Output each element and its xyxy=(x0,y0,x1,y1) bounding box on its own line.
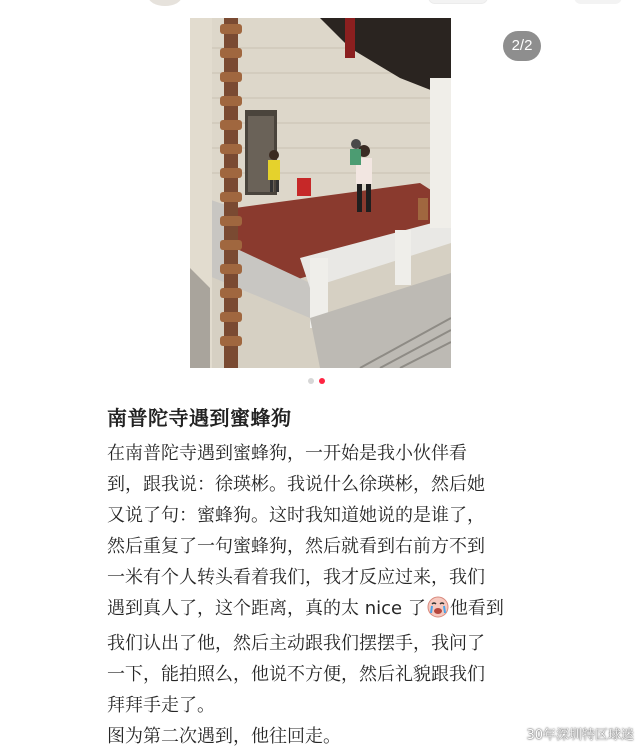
post-line-part: 遇到真人了，这个距离，真的太 nice 了 xyxy=(107,598,426,619)
carousel-indicator xyxy=(308,378,325,386)
post-line-part: 他看到 xyxy=(449,598,504,619)
post-line: 一米有个人转头看着我们，我才反应过来，我们 xyxy=(107,567,485,588)
post-line-with-emoji xyxy=(107,593,527,628)
post-photo[interactable] xyxy=(190,18,451,368)
photo-page-counter: 2/2 xyxy=(503,31,541,61)
post-line: 一下，能拍照么，他说不方便，然后礼貌跟我们 xyxy=(107,664,485,685)
carousel-dot-2[interactable] xyxy=(319,378,325,384)
watermark: 30年深圳特区球迷 xyxy=(526,728,634,743)
carousel-dot-1[interactable] xyxy=(308,378,314,384)
follow-button[interactable] xyxy=(428,0,488,4)
share-button[interactable] xyxy=(574,0,622,4)
crying-face-icon xyxy=(427,596,449,628)
post-line: 到，跟我说：徐瑛彬。我说什么徐瑛彬，然后她 xyxy=(107,474,485,495)
post-line: 图为第二次遇到，他往回走。 xyxy=(107,726,341,747)
post-line: 在南普陀寺遇到蜜蜂狗，一开始是我小伙伴看 xyxy=(107,443,467,464)
post-title: 南普陀寺遇到蜜蜂狗 xyxy=(107,406,292,430)
temple-photo-image xyxy=(190,18,451,368)
top-strip xyxy=(0,0,640,8)
post-line: 拜拜手走了。 xyxy=(107,695,215,716)
post-line: 又说了句：蜜蜂狗。这时我知道她说的是谁了， xyxy=(107,505,485,526)
post-line: 然后重复了一句蜜蜂狗，然后就看到右前方不到 xyxy=(107,536,485,557)
post-line: 我们认出了他，然后主动跟我们摆摆手，我问了 xyxy=(107,633,485,654)
post-body xyxy=(107,438,527,751)
